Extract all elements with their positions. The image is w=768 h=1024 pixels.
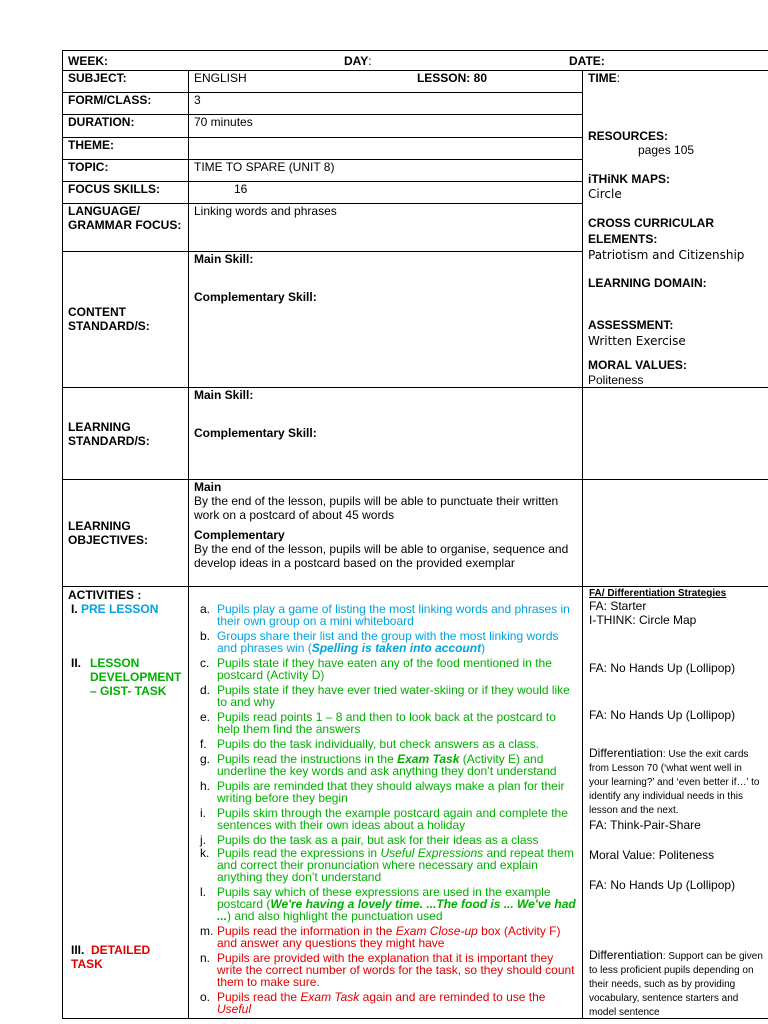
activities-list-cell <box>189 587 583 1019</box>
topic-value: TIME TO SPARE (UNIT 8) <box>189 159 583 181</box>
activity-text: Pupils read the instructions in the <box>217 752 398 766</box>
activity-item-e <box>198 711 578 735</box>
fa-lollipop-1: FA: No Hands Up (Lollipop) <box>589 661 736 675</box>
language-label-line-2: GRAMMAR FOCUS: <box>68 218 182 233</box>
activity-text: Pupils are reminded that they should always make a plan for their writing before they begin <box>217 779 565 805</box>
focus-skills-label: FOCUS SKILLS: <box>63 182 189 204</box>
form-value: 3 <box>189 93 583 115</box>
stage-2-name-line-3: – GIST- TASK <box>90 684 167 698</box>
fa-lollipop-3: FA: No Hands Up (Lollipop) <box>589 878 736 892</box>
activity-emphasis: Useful Expressions <box>380 846 484 860</box>
stage-2-number: II. <box>71 656 82 670</box>
learning-standard-label-line-2: STANDARD/S: <box>68 433 150 448</box>
activity-letter: l. <box>200 885 206 899</box>
activity-letter: e. <box>200 710 211 724</box>
activity-letter: m. <box>200 924 214 938</box>
activity-text: ) and also highlight the punctuation used <box>227 909 443 923</box>
activity-text: box (Activity F) and answer any questions they might have <box>217 924 561 950</box>
activity-text: Pupils play a game of listing the most linking words and phrases in their own group on a mini whiteboard <box>217 602 570 628</box>
activity-item-o <box>198 991 578 1015</box>
activity-item-l <box>198 886 578 922</box>
content-standard-label <box>63 251 189 387</box>
activity-letter: n. <box>200 951 211 965</box>
activity-letter: j. <box>200 833 206 847</box>
time-colon: : <box>616 71 621 85</box>
fa-differentiation-2 <box>589 948 763 1018</box>
objective-main-title: Main <box>194 480 222 494</box>
objective-comp-text: By the end of the lesson, pupils will be able to organise, sequence and develop ideas in a postcard based on the provided exemplar <box>194 542 569 570</box>
fa-moral-value: Moral Value: Politeness <box>589 848 715 862</box>
activity-item-j <box>198 834 578 846</box>
learning-standard-row <box>63 388 768 480</box>
activity-text: Pupils read the <box>217 990 301 1004</box>
cross-curricular-value: Patriotism and Citizenship <box>588 248 745 262</box>
stage-detailed-task <box>68 943 183 971</box>
activity-text: Pupils read the expressions in <box>217 846 381 860</box>
activity-text: Pupils say which of these expressions are used in the example postcard ( <box>217 885 551 911</box>
diff-1-text: : Use the exit cards from Lesson 70 (‘what went well in your learning?’ and ‘even better if…’ to identify any individual needs in this lesson and the next. <box>589 749 760 816</box>
ithink-value: Circle <box>588 187 622 201</box>
activity-text: Pupils do the task as a pair, but ask for their ideas as a class <box>217 833 539 847</box>
activity-emphasis: Exam Task <box>300 990 360 1004</box>
subject-row <box>63 71 768 93</box>
activity-text: Pupils state if they have ever tried water-skiing or if they would like to and why <box>217 683 570 709</box>
objectives-label-line-2: OBJECTIVES: <box>68 533 149 547</box>
stage-pre-lesson <box>68 602 183 616</box>
diff-1-label: Differentiation <box>589 746 663 760</box>
header-row <box>63 51 768 71</box>
activity-text: Pupils read points 1 – 8 and then to look back at the postcard to help them find the answers <box>217 710 556 736</box>
time-label: TIME <box>588 71 617 85</box>
learning-standard-label-line-1: LEARNING <box>68 419 131 434</box>
stage-2-name-line-2: DEVELOPMENT <box>90 670 182 684</box>
objectives-label-line-1: LEARNING <box>68 519 131 533</box>
learning-complementary-skill: Complementary Skill: <box>194 426 317 440</box>
lesson-number: LESSON: 80 <box>416 71 487 85</box>
language-label-line-1: LANGUAGE/ <box>68 204 140 219</box>
content-standard-label-line-1: CONTENT <box>68 305 126 320</box>
assessment-value: Written Exercise <box>588 334 686 348</box>
language-label <box>63 204 189 251</box>
activity-text: Pupils are provided with the explanation that it is important they write the correct number of words for the task, so they should count them to make sure. <box>217 951 575 989</box>
resources-label: RESOURCES: <box>588 129 669 143</box>
duration-label: DURATION: <box>63 115 189 137</box>
stage-2-name-line-1: LESSON <box>90 656 140 670</box>
activity-text: Pupils state if they have eaten any of the food mentioned in the postcard (Activity D) <box>217 656 552 682</box>
activity-letter: d. <box>200 683 211 697</box>
ithink-label: iTHiNK MAPS: <box>588 172 670 186</box>
cross-curricular-label-2: ELEMENTS: <box>588 232 658 246</box>
activity-text: (Activity E) and underline the key words and ask anything they don’t understand <box>217 752 557 778</box>
diff-2-text: : Support can be given to less proficient pupils depending on their needs, such as by providing vocabulary, sentence starters and model sentence <box>589 951 763 1018</box>
cross-curricular-label-1: CROSS CURRICULAR <box>588 216 714 230</box>
activity-letter: a. <box>200 602 211 616</box>
activity-item-g <box>198 753 578 777</box>
activity-text: Pupils skim through the example postcard again and complete the sentences with their own ideas about a holiday <box>217 806 568 832</box>
activities-title: ACTIVITIES : <box>68 588 142 602</box>
activity-letter: k. <box>200 846 210 860</box>
activity-emphasis: Exam Task <box>397 752 460 766</box>
content-standard-label-line-2: STANDARD/S: <box>68 319 150 334</box>
activity-item-b <box>198 630 578 654</box>
activity-emphasis: Spelling is taken into account <box>311 641 482 655</box>
content-complementary-skill: Complementary Skill: <box>194 289 317 304</box>
week-label: WEEK: <box>68 54 108 68</box>
activity-item-n <box>198 952 578 988</box>
activity-item-a <box>198 603 578 627</box>
activity-item-h <box>198 780 578 804</box>
learning-objectives-row <box>63 480 768 587</box>
activity-text: Groups share their list and the group with the most linking words and phrases win ( <box>217 629 559 655</box>
date-label: DATE: <box>569 54 605 68</box>
day-colon: : <box>368 54 372 68</box>
activity-item-c <box>198 657 578 681</box>
learning-objectives-label <box>63 480 189 587</box>
activity-text: again and are reminded to use the <box>359 990 546 1004</box>
lesson-plan-page <box>62 50 768 1024</box>
form-label: FORM/CLASS: <box>63 93 189 115</box>
activity-item-i <box>198 807 578 831</box>
activity-letter: c. <box>200 656 210 670</box>
moral-values-value: Politeness <box>588 373 644 387</box>
activity-item-m <box>198 925 578 949</box>
activity-item-d <box>198 684 578 708</box>
activity-letter: o. <box>200 990 211 1004</box>
day-label: DAY <box>344 54 369 68</box>
fa-strategies-cell <box>583 587 768 1019</box>
activity-text: Pupils do the task individually, but check answers as a class. <box>217 737 539 751</box>
activity-letter: f. <box>200 737 207 751</box>
assessment-label: ASSESSMENT: <box>588 318 674 332</box>
learning-main-skill: Main Skill: <box>194 388 254 402</box>
activity-text: ) <box>481 641 486 655</box>
activities-list <box>198 603 578 1015</box>
activity-letter: b. <box>200 629 211 643</box>
objective-main-text: By the end of the lesson, pupils will be able to punctuate their written work on a postcard of about 45 words <box>194 494 559 522</box>
subject-label: SUBJECT: <box>63 71 189 93</box>
activity-emphasis: Useful <box>217 1002 252 1016</box>
activities-row <box>63 587 768 1019</box>
activity-item-f <box>198 738 578 750</box>
stage-3-number: III. <box>71 943 85 957</box>
learning-domain-label: LEARNING DOMAIN: <box>588 276 707 290</box>
stage-1-number: I. <box>71 602 78 616</box>
fa-differentiation-1 <box>589 746 763 818</box>
learning-standard-label <box>63 388 189 480</box>
moral-values-label: MORAL VALUES: <box>588 358 687 372</box>
activity-item-k <box>198 847 578 883</box>
topic-label: TOPIC: <box>63 159 189 181</box>
activity-letter: h. <box>200 779 211 793</box>
lesson-plan-table <box>62 50 768 1019</box>
resources-value: pages 105 <box>638 143 695 157</box>
activity-text: Pupils read the information in the <box>217 924 396 938</box>
theme-label: THEME: <box>63 137 189 159</box>
content-main-skill: Main Skill: <box>194 251 254 266</box>
activity-letter: g. <box>200 752 211 766</box>
focus-skills-value: 16 <box>189 182 583 204</box>
fa-think-pair-share: FA: Think-Pair-Share <box>589 818 701 832</box>
diff-2-label: Differentiation <box>589 948 663 962</box>
activity-text: and repeat them and correct their pronunciation where necessary and explain anything they don’t understand <box>217 846 574 884</box>
stage-1-name: PRE LESSON <box>81 602 159 616</box>
activity-emphasis: Exam Close-up <box>395 924 478 938</box>
activity-emphasis: We're having a lovely time. ...The food is ... We've had ... <box>217 897 576 923</box>
day-field <box>344 54 372 68</box>
activities-stages <box>63 587 189 1019</box>
stage-lesson-development <box>68 656 183 698</box>
time-field <box>588 71 763 129</box>
stage-3-name: DETAILED TASK <box>71 943 151 971</box>
theme-value <box>189 137 583 159</box>
fa-ithink: I-THINK: Circle Map <box>589 613 697 627</box>
duration-value: 70 minutes <box>189 115 583 137</box>
objective-comp-title: Complementary <box>194 528 285 542</box>
fa-title: FA/ Differentiation Strategies <box>589 588 727 599</box>
language-value: Linking words and phrases <box>189 204 583 251</box>
fa-lollipop-2: FA: No Hands Up (Lollipop) <box>589 708 736 722</box>
right-info-panel <box>583 71 768 388</box>
activity-letter: i. <box>200 806 206 820</box>
fa-starter: FA: Starter <box>589 599 647 613</box>
subject-value: ENGLISH <box>194 71 247 85</box>
